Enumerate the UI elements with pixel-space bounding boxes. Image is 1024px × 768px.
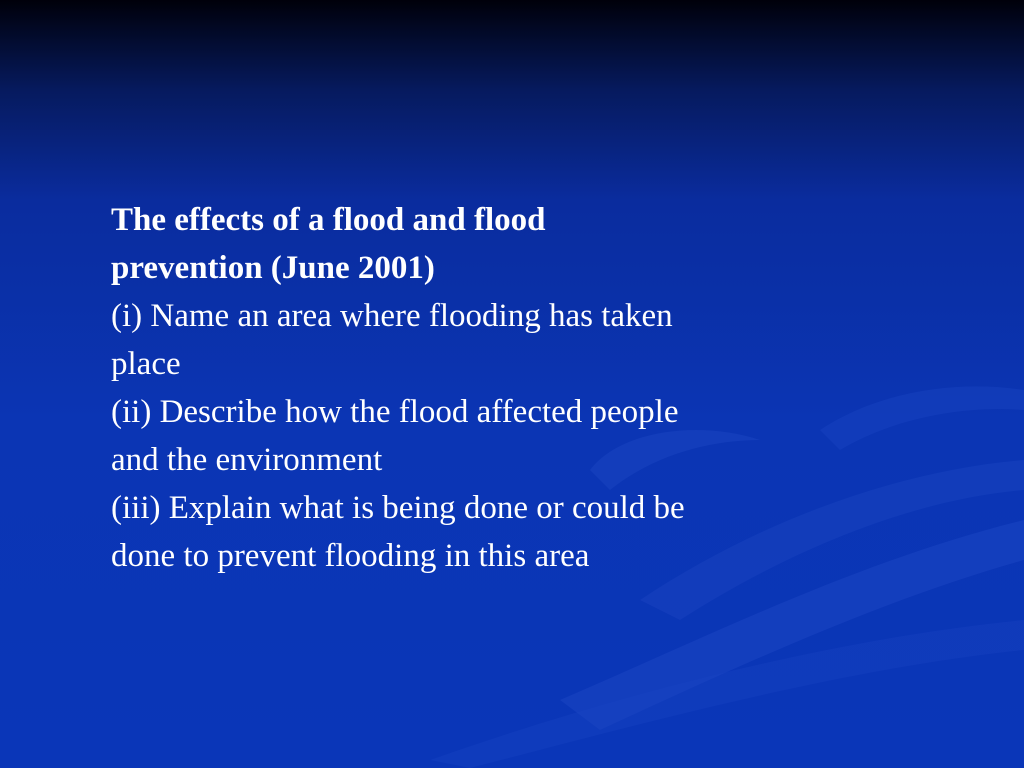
question-i-line-1: (i) Name an area where flooding has taken	[111, 298, 673, 334]
question-ii-line-1: (ii) Describe how the flood affected people	[111, 394, 679, 430]
question-i-line-2: place	[111, 346, 181, 382]
heading-line-1: The effects of a flood and flood	[111, 202, 546, 238]
slide-text-block	[111, 196, 811, 580]
question-iii-line-2: done to prevent flooding in this area	[111, 538, 590, 574]
heading-line-2: prevention (June 2001)	[111, 250, 435, 286]
question-iii-line-1: (iii) Explain what is being done or could be	[111, 490, 685, 526]
question-ii-line-2: and the environment	[111, 442, 383, 478]
